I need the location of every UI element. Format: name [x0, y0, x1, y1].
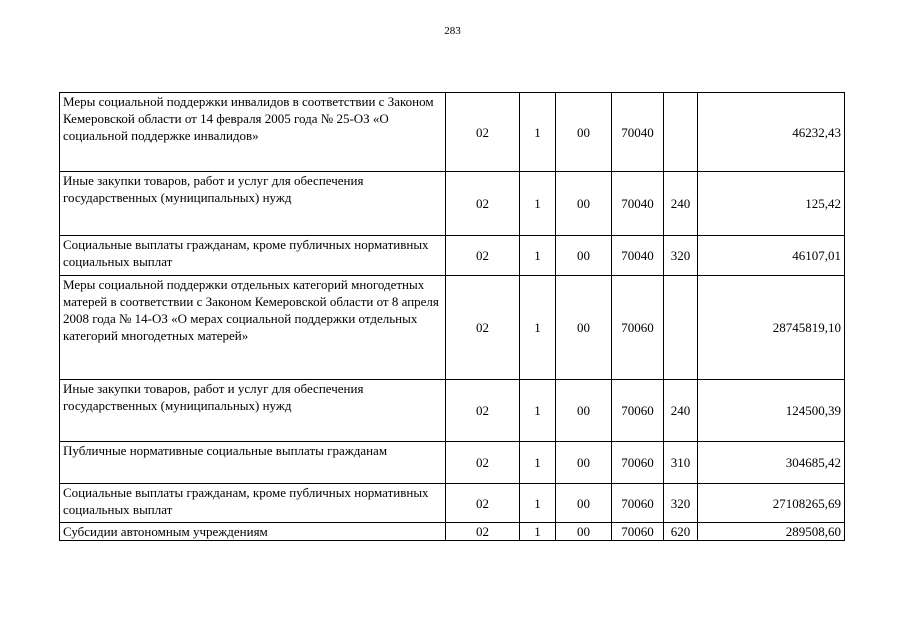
- group-code: 00: [556, 523, 612, 541]
- program-code: 02: [446, 236, 520, 276]
- expense-type-code: [664, 93, 698, 172]
- direction-code: 70040: [612, 172, 664, 236]
- subprogram-code: 1: [520, 172, 556, 236]
- program-code: 02: [446, 276, 520, 380]
- subprogram-code: 1: [520, 380, 556, 442]
- program-code: 02: [446, 380, 520, 442]
- expense-type-code: 320: [664, 236, 698, 276]
- group-code: 00: [556, 380, 612, 442]
- group-code: 00: [556, 276, 612, 380]
- program-code: 02: [446, 484, 520, 523]
- table-row: [60, 523, 845, 541]
- amount: 289508,60: [698, 523, 845, 541]
- row-description: Публичные нормативные социальные выплаты гражданам: [60, 442, 446, 484]
- table-row: [60, 236, 845, 276]
- direction-code: 70060: [612, 276, 664, 380]
- direction-code: 70040: [612, 93, 664, 172]
- subprogram-code: 1: [520, 93, 556, 172]
- expense-type-code: 620: [664, 523, 698, 541]
- row-description: Меры социальной поддержки отдельных категорий многодетных матерей в соответствии с Законом Кемеровской области от 8 апреля 2008 года № 14-ОЗ «О мерах социальной поддержки отдельных категорий многодетных матерей»: [60, 276, 446, 380]
- row-description: Меры социальной поддержки инвалидов в соответствии с Законом Кемеровской области от 14 февраля 2005 года № 25-ОЗ «О социальной поддержке инвалидов»: [60, 93, 446, 172]
- budget-table: [59, 92, 845, 541]
- row-description: Социальные выплаты гражданам, кроме публичных нормативных социальных выплат: [60, 236, 446, 276]
- row-description: Социальные выплаты гражданам, кроме публичных нормативных социальных выплат: [60, 484, 446, 523]
- program-code: 02: [446, 93, 520, 172]
- subprogram-code: 1: [520, 484, 556, 523]
- amount: 46232,43: [698, 93, 845, 172]
- amount: 125,42: [698, 172, 845, 236]
- expense-type-code: [664, 276, 698, 380]
- expense-type-code: 310: [664, 442, 698, 484]
- table-row: [60, 442, 845, 484]
- expense-type-code: 240: [664, 380, 698, 442]
- row-description: Иные закупки товаров, работ и услуг для обеспечения государственных (муниципальных) нужд: [60, 380, 446, 442]
- table-row: [60, 484, 845, 523]
- group-code: 00: [556, 93, 612, 172]
- amount: 124500,39: [698, 380, 845, 442]
- subprogram-code: 1: [520, 276, 556, 380]
- table-row: [60, 172, 845, 236]
- subprogram-code: 1: [520, 236, 556, 276]
- direction-code: 70040: [612, 236, 664, 276]
- program-code: 02: [446, 442, 520, 484]
- amount: 304685,42: [698, 442, 845, 484]
- direction-code: 70060: [612, 523, 664, 541]
- direction-code: 70060: [612, 442, 664, 484]
- group-code: 00: [556, 236, 612, 276]
- expense-type-code: 240: [664, 172, 698, 236]
- group-code: 00: [556, 442, 612, 484]
- group-code: 00: [556, 484, 612, 523]
- direction-code: 70060: [612, 484, 664, 523]
- amount: 27108265,69: [698, 484, 845, 523]
- table-row: [60, 93, 845, 172]
- table-row: [60, 276, 845, 380]
- amount: 28745819,10: [698, 276, 845, 380]
- row-description: Иные закупки товаров, работ и услуг для обеспечения государственных (муниципальных) нужд: [60, 172, 446, 236]
- direction-code: 70060: [612, 380, 664, 442]
- program-code: 02: [446, 523, 520, 541]
- table-row: [60, 380, 845, 442]
- row-description: Субсидии автономным учреждениям: [60, 523, 446, 541]
- group-code: 00: [556, 172, 612, 236]
- program-code: 02: [446, 172, 520, 236]
- expense-type-code: 320: [664, 484, 698, 523]
- page-number: 283: [444, 25, 461, 37]
- subprogram-code: 1: [520, 523, 556, 541]
- subprogram-code: 1: [520, 442, 556, 484]
- amount: 46107,01: [698, 236, 845, 276]
